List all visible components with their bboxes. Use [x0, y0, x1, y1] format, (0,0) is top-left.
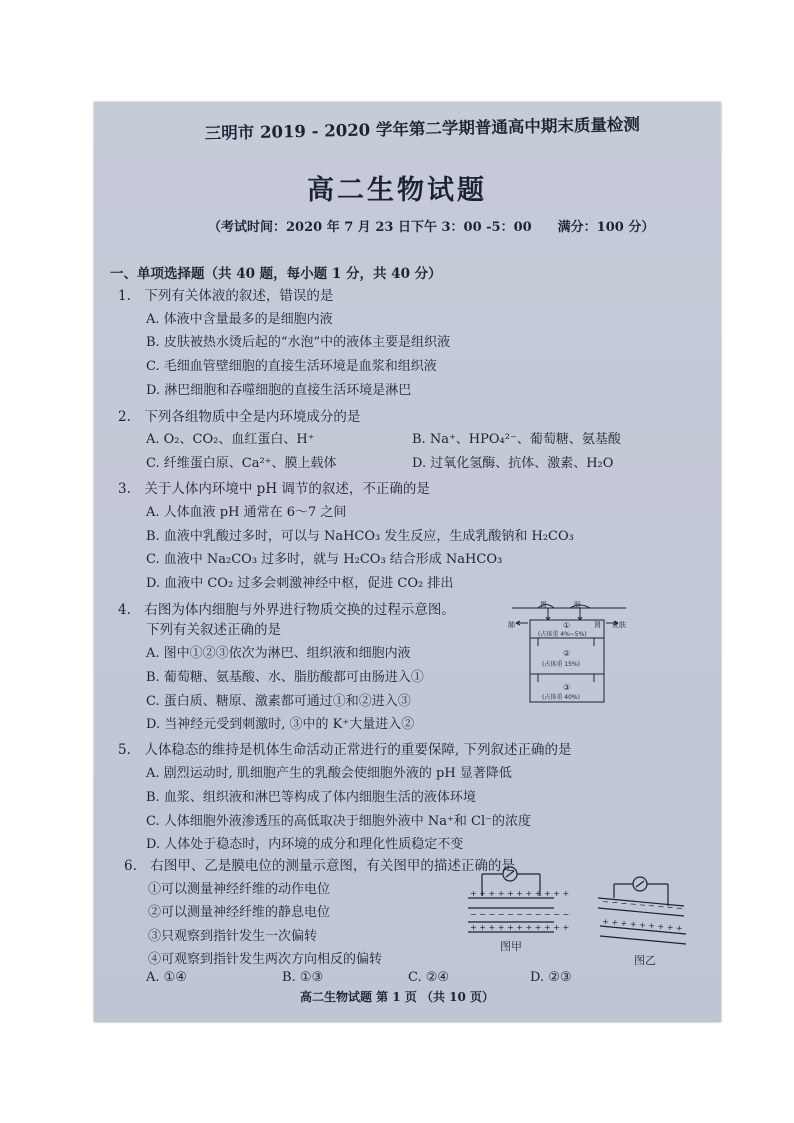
figure4-box2-percent: (占体重 15%) — [542, 661, 580, 668]
figure6-right-label: 图乙 — [634, 954, 656, 967]
figure4-box3-number: ③ — [563, 683, 571, 692]
question-6-item-2: ②可以测量神经纤维的静息电位 — [148, 905, 331, 920]
question-3-option-d: D. 血液中 CO₂ 过多会刺激神经中枢，促进 CO₂ 排出 — [146, 576, 454, 591]
question-2-option-b: B. Na⁺、HPO₄²⁻、葡萄糖、氨基酸 — [412, 432, 621, 447]
question-3-option-a: A. 人体血液 pH 通常在 6～7 之间 — [146, 505, 347, 520]
question-5-option-b: B. 血浆、组织液和淋巴等构成了体内细胞生活的液体环境 — [146, 790, 476, 805]
question-6-item-3: ③只观察到指针发生一次偏转 — [148, 929, 318, 944]
question-2-option-c: C. 纤维蛋白原、Ca²⁺、膜上载体 — [146, 456, 337, 471]
question-6-option-a: A. ①④ — [146, 970, 187, 985]
question-1-option-b: B. 皮肤被热水烫后起的“水泡”中的液体主要是组织液 — [146, 335, 451, 350]
question-1-stem: 1. 下列有关体液的叙述，错误的是 — [118, 288, 334, 304]
question-4-option-a: A. 图中①②③依次为淋巴、组织液和细胞内液 — [146, 646, 411, 661]
figure4-box1-percent: (占体重 4%~5%) — [538, 631, 587, 638]
question-6-option-c: C. ②④ — [408, 970, 450, 985]
svg-text:− − − − − − − − −: − − − − − − − − − — [601, 897, 683, 914]
question-5-option-d: D. 人体处于稳态时，内环境的成分和理化性质稳定不变 — [146, 837, 464, 852]
svg-text:+ + + + + + + + + + +: + + + + + + + + + + + — [470, 889, 570, 898]
page-title: 高二生物试题 — [307, 175, 487, 206]
question-2-stem: 2. 下列各组物质中全是内环境成分的是 — [118, 409, 361, 425]
question-4-stem-continued: 下列有关叙述正确的是 — [146, 622, 281, 638]
figure6-left-label: 图甲 — [500, 940, 522, 953]
exam-time-info: （考试时间：2020 年 7 月 23 日下午 3：00 -5：00 满分：100 分） — [208, 220, 655, 235]
svg-text:+ + + + + + + + + + +: + + + + + + + + + + + — [470, 923, 570, 932]
figure4-lung-label: 肺 — [508, 621, 515, 629]
svg-text:+ + + + + + + + +: + + + + + + + + + — [601, 917, 683, 934]
question-2-option-d: D. 过氧化氢酶、抗体、激素、H₂O — [412, 456, 614, 471]
exam-header: 三明市 2019 - 2020 学年第二学期普通高中期末质量检测 — [204, 114, 641, 144]
question-3-stem: 3. 关于人体内环境中 pH 调节的叙述，不正确的是 — [118, 481, 430, 497]
question-4-option-b: B. 葡萄糖、氨基酸、水、脂肪酸都可由肠进入① — [146, 670, 424, 685]
figure4-kidney-label: 肾 — [594, 621, 601, 629]
figure4-skin-label: 皮肤 — [612, 621, 626, 629]
figure4-box2-number: ② — [563, 649, 571, 658]
question-4-option-c: C. 蛋白质、糖原、激素都可通过①和②进入③ — [146, 694, 411, 709]
section-heading: 一、单项选择题（共 40 题，每小题 1 分，共 40 分） — [110, 266, 442, 282]
svg-text:− − − − − − − − − − −: − − − − − − − − − − − — [470, 910, 570, 919]
figure4-stomach-label: 胃 — [540, 601, 547, 609]
question-6-option-d: D. ②③ — [530, 970, 572, 985]
question-3-option-c: C. 血液中 Na₂CO₃ 过多时，就与 H₂CO₃ 结合形成 NaHCO₃ — [146, 552, 503, 567]
figure4-box3-percent: (占体重 40%) — [542, 694, 580, 701]
question-5-option-a: A. 剧烈运动时, 肌细胞产生的乳酸会使细胞外液的 pH 显著降低 — [146, 766, 512, 781]
question-1-option-c: C. 毛细血管壁细胞的直接生活环境是血浆和组织液 — [146, 359, 437, 374]
question-6-item-4: ④可观察到指针发生两次方向相反的偏转 — [148, 952, 383, 967]
figure4-box1-number: ① — [563, 621, 571, 630]
figure4-intestine-label: 肠 — [574, 601, 581, 609]
question-6-option-b: B. ①③ — [282, 970, 324, 985]
question-5-stem: 5. 人体稳态的维持是机体生命活动正常进行的重要保障, 下列叙述正确的是 — [118, 742, 572, 758]
question-4-stem: 4. 右图为体内细胞与外界进行物质交换的过程示意图。 — [118, 602, 455, 618]
question-2-option-a: A. O₂、CO₂、血红蛋白、H⁺ — [146, 432, 315, 447]
membrane-potential-diagram — [462, 862, 712, 970]
question-1-option-a: A. 体液中含量最多的是细胞内液 — [146, 312, 333, 327]
question-3-option-b: B. 血液中乳酸过多时，可以与 NaHCO₃ 发生反应，生成乳酸钠和 H₂CO₃ — [146, 529, 574, 544]
body-fluid-exchange-diagram — [508, 598, 630, 710]
question-1-option-d: D. 淋巴细胞和吞噬细胞的直接生活环境是淋巴 — [146, 383, 412, 398]
question-6-stem: 6. 右图甲、乙是膜电位的测量示意图，有关图甲的描述正确的是 — [124, 858, 515, 874]
question-5-option-c: C. 人体细胞外液渗透压的高低取决于细胞外液中 Na⁺和 Cl⁻的浓度 — [146, 814, 531, 829]
question-6-item-1: ①可以测量神经纤维的动作电位 — [148, 882, 331, 897]
page-footer: 高二生物试题 第 1 页 （共 10 页） — [299, 990, 495, 1004]
question-4-option-d: D. 当神经元受到刺激时, ③中的 K⁺大量进入② — [146, 717, 415, 732]
